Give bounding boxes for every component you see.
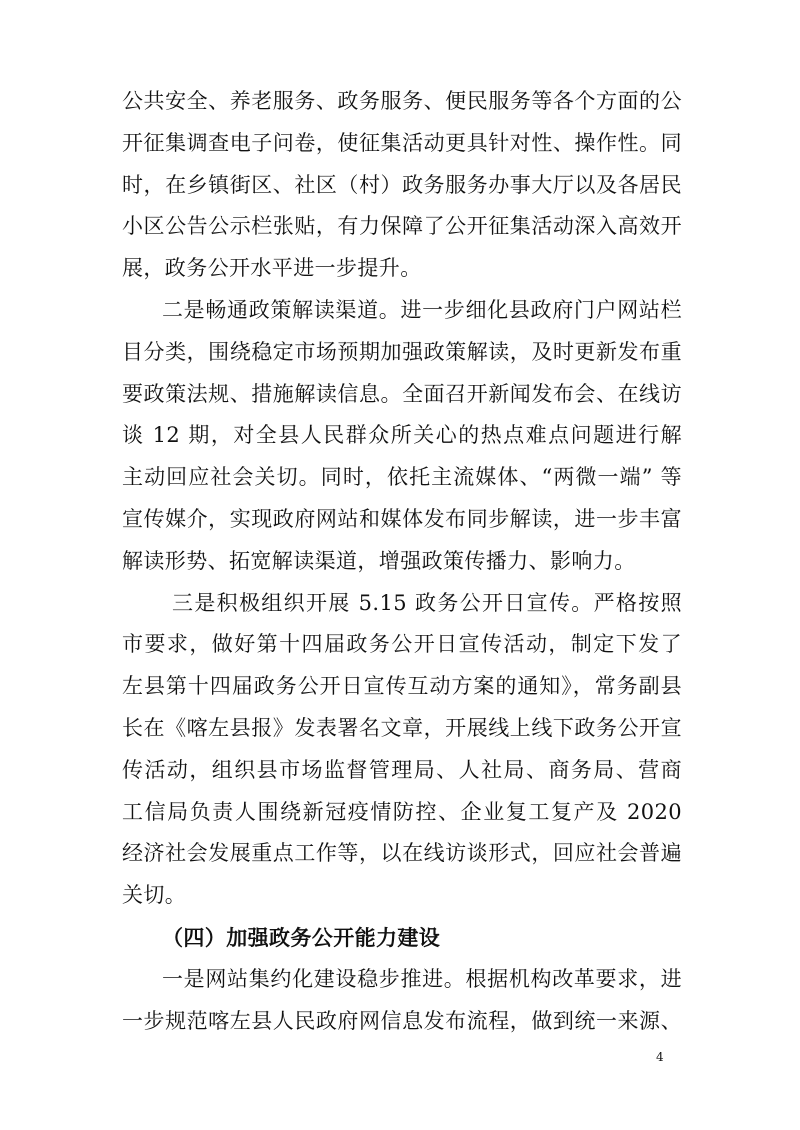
text-line: 长在《喀左县报》发表署名文章，开展线上线下政务公开宣 — [122, 715, 682, 740]
text-line: 左县第十四届政务公开日宣传互动方案的通知》，常务副县 — [122, 674, 682, 699]
section-heading: （四）加强政务公开能力建设 — [162, 924, 441, 950]
text-line: 一步规范喀左县人民政府网信息发布流程，做到统一来源、 — [122, 1008, 682, 1033]
text-line: 经济社会发展重点工作等，以在线访谈形式，回应社会普遍 — [122, 841, 682, 866]
text-line: 谈 12 期，对全县人民群众所关心的热点难点问题进行解 — [122, 423, 682, 448]
text-line: 工信局负责人围绕新冠疫情防控、企业复工复产及 2020 — [122, 799, 682, 824]
paragraph-start-line: 一是网站集约化建设稳步推进。根据机构改革要求，进 — [162, 966, 682, 991]
text-line: 解读形势、拓宽解读渠道，增强政策传播力、影响力。 — [122, 548, 636, 573]
text-line: 宣传媒介，实现政府网站和媒体发布同步解读，进一步丰富 — [122, 506, 682, 531]
paragraph-start-line: 三是积极组织开展 5.15 政务公开日宣传。严格按照 — [172, 590, 682, 615]
text-line: 公共安全、养老服务、政务服务、便民服务等各个方面的公 — [122, 89, 682, 113]
text-line: 主动回应社会关切。同时，依托主流媒体、“两微一端” 等 — [122, 465, 682, 490]
paragraph-start-line: 二是畅通政策解读渠道。进一步细化县政府门户网站栏 — [162, 297, 682, 322]
document-body — [122, 81, 682, 1042]
text-line: 开征集调查电子问卷，使征集活动更具针对性、操作性。同 — [122, 130, 682, 155]
text-line: 展，政务公开水平进一步提升。 — [122, 256, 422, 281]
text-line: 小区公告公示栏张贴，有力保障了公开征集活动深入高效开 — [122, 214, 682, 239]
page-number: 4 — [656, 1050, 664, 1064]
text-line: 关切。 — [122, 883, 187, 908]
text-line: 要政策法规、措施解读信息。全面召开新闻发布会、在线访 — [122, 381, 682, 406]
text-line: 市要求，做好第十四届政务公开日宣传活动，制定下发了 — [122, 632, 682, 657]
text-line: 传活动，组织县市场监督管理局、人社局、商务局、营商 — [122, 757, 682, 782]
text-line: 目分类，围绕稳定市场预期加强政策解读，及时更新发布重 — [122, 339, 682, 364]
text-line: 时，在乡镇街区、社区（村）政务服务办事大厅以及各居民 — [122, 172, 682, 197]
